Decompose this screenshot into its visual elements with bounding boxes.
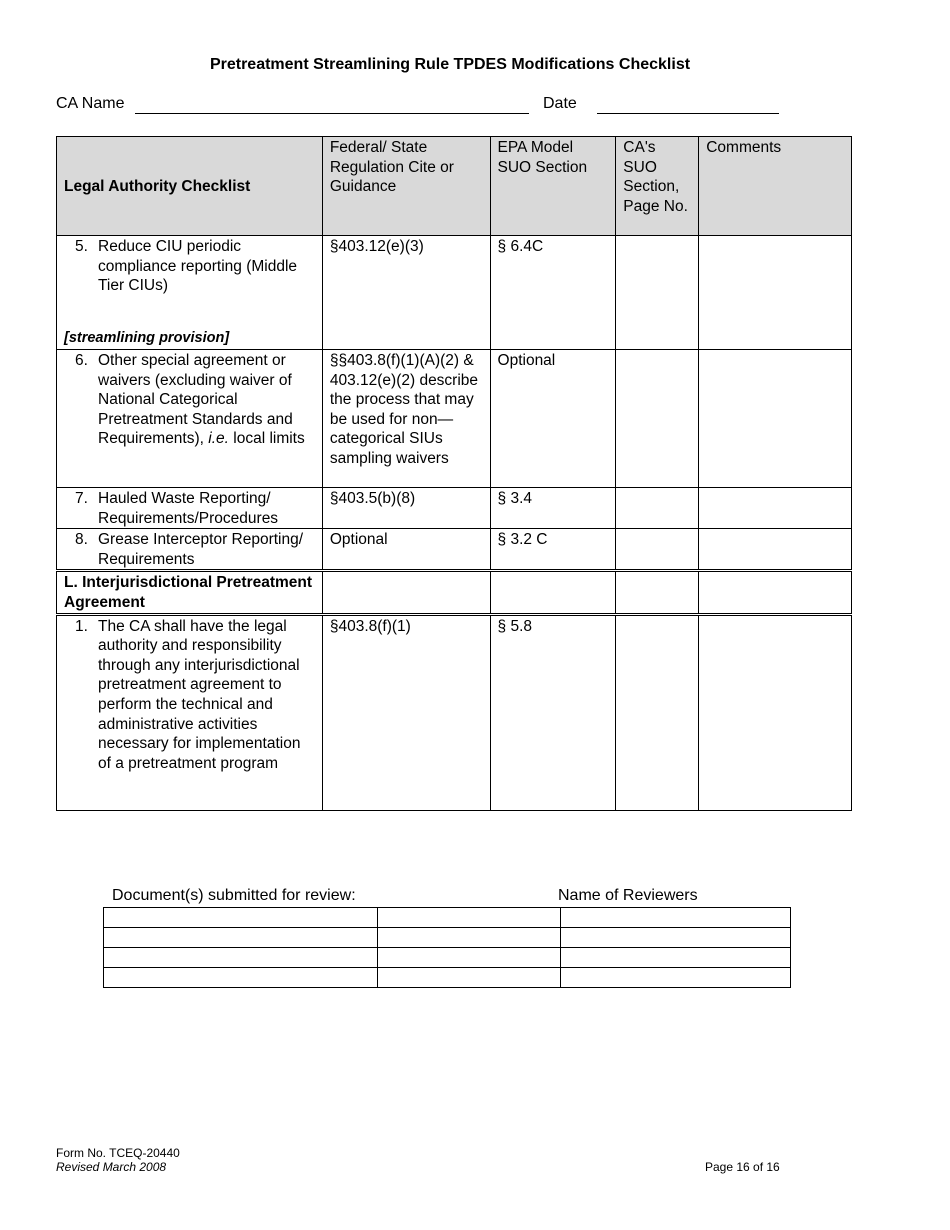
middle-cell[interactable] [377, 948, 561, 968]
page-title: Pretreatment Streamlining Rule TPDES Modifications Checklist [209, 56, 691, 73]
document-cell[interactable] [104, 948, 378, 968]
regulation-cite: §§403.8(f)(1)(A)(2) & 403.12(e)(2) describe the process that may be used for non—categorical SIUs sampling waivers [322, 350, 490, 488]
legal-authority-table [56, 136, 852, 811]
review-row [104, 928, 791, 948]
checklist-item [57, 488, 323, 529]
item-text: Grease Interceptor Reporting/ Requirements [98, 531, 304, 568]
item-number: 5. [75, 238, 88, 255]
header-ca-suo-section: CA's SUO Section, Page No. [616, 137, 699, 236]
section-comments-cell[interactable] [699, 571, 852, 614]
table-row [57, 614, 852, 810]
comments-cell[interactable] [699, 350, 852, 488]
review-row [104, 908, 791, 928]
ca-suo-cell[interactable] [616, 614, 699, 810]
revised-date: Revised March 2008 [56, 1160, 167, 1174]
review-row [104, 968, 791, 988]
reviewer-cell[interactable] [561, 968, 791, 988]
header-comments: Comments [699, 137, 852, 236]
item-text-end: local limits [228, 430, 305, 448]
regulation-cite: §403.8(f)(1) [322, 614, 490, 810]
regulation-cite: §403.12(e)(3) [322, 236, 490, 350]
table-header-row [57, 137, 852, 236]
table-row [57, 350, 852, 488]
header-epa-model-suo: EPA Model SUO Section [490, 137, 616, 236]
item-text-main: Other special agreement or waivers (excluding waiver of National Categorical Pretreatment Standards and Requirements), [98, 352, 293, 448]
reviewers-label: Name of Reviewers [558, 887, 698, 904]
item-text: The CA shall have the legal authority and responsibility through any interjurisdictional pretreatment agreement to perform the technical and administrative activities necessary for implementation of a pretreatment program [98, 617, 301, 772]
comments-cell[interactable] [699, 236, 852, 350]
regulation-cite: Optional [322, 529, 490, 571]
streamlining-note: [streamlining provision] [64, 329, 230, 346]
middle-cell[interactable] [377, 928, 561, 948]
middle-cell[interactable] [377, 968, 561, 988]
date-field[interactable] [597, 113, 779, 114]
form-number: Form No. TCEQ-20440 [56, 1146, 180, 1160]
ca-name-label: CA Name [56, 95, 125, 112]
section-l-row [57, 571, 852, 614]
section-ca-suo-cell[interactable] [616, 571, 699, 614]
header-legal-authority-checklist: Legal Authority Checklist [57, 137, 323, 236]
ca-suo-cell[interactable] [616, 488, 699, 529]
page-number: Page 16 of 16 [705, 1160, 780, 1174]
checklist-item [57, 529, 323, 571]
comments-cell[interactable] [699, 529, 852, 571]
epa-section: § 3.2 C [490, 529, 616, 571]
document-cell[interactable] [104, 908, 378, 928]
ca-suo-cell[interactable] [616, 529, 699, 571]
item-number: 8. [75, 531, 88, 549]
item-number: 6. [75, 352, 88, 369]
epa-section: Optional [490, 350, 616, 488]
reviewer-cell[interactable] [561, 908, 791, 928]
section-cite-cell [322, 571, 490, 614]
checklist-item [57, 614, 323, 810]
item-number: 1. [75, 617, 88, 635]
section-epa-cell [490, 571, 616, 614]
middle-cell[interactable] [377, 908, 561, 928]
epa-section: § 6.4C [490, 236, 616, 350]
reviewer-cell[interactable] [561, 928, 791, 948]
documents-submitted-label: Document(s) submitted for review: [112, 887, 356, 904]
document-cell[interactable] [104, 968, 378, 988]
checklist-item [57, 350, 323, 488]
comments-cell[interactable] [699, 614, 852, 810]
ca-name-field[interactable] [135, 113, 529, 114]
item-text-ie: i.e. [208, 430, 229, 448]
ca-suo-cell[interactable] [616, 236, 699, 350]
item-text: Hauled Waste Reporting/ Requirements/Procedures [98, 490, 279, 527]
section-l-title: L. Interjurisdictional Pretreatment Agreement [57, 571, 323, 614]
reviewer-cell[interactable] [561, 948, 791, 968]
table-row [57, 488, 852, 529]
epa-section: § 5.8 [490, 614, 616, 810]
item-text: Reduce CIU periodic compliance reporting (Middle Tier CIUs) [98, 238, 298, 295]
regulation-cite: §403.5(b)(8) [322, 488, 490, 529]
comments-cell[interactable] [699, 488, 852, 529]
table-row [57, 529, 852, 571]
table-row [57, 236, 852, 350]
ca-suo-cell[interactable] [616, 350, 699, 488]
review-row [104, 948, 791, 968]
checklist-item [57, 236, 323, 350]
date-label: Date [543, 95, 577, 112]
header-federal-state-cite: Federal/ State Regulation Cite or Guidance [322, 137, 490, 236]
item-number: 7. [75, 490, 88, 507]
review-table [103, 907, 791, 988]
epa-section: § 3.4 [490, 488, 616, 529]
item-text [98, 351, 315, 449]
document-cell[interactable] [104, 928, 378, 948]
